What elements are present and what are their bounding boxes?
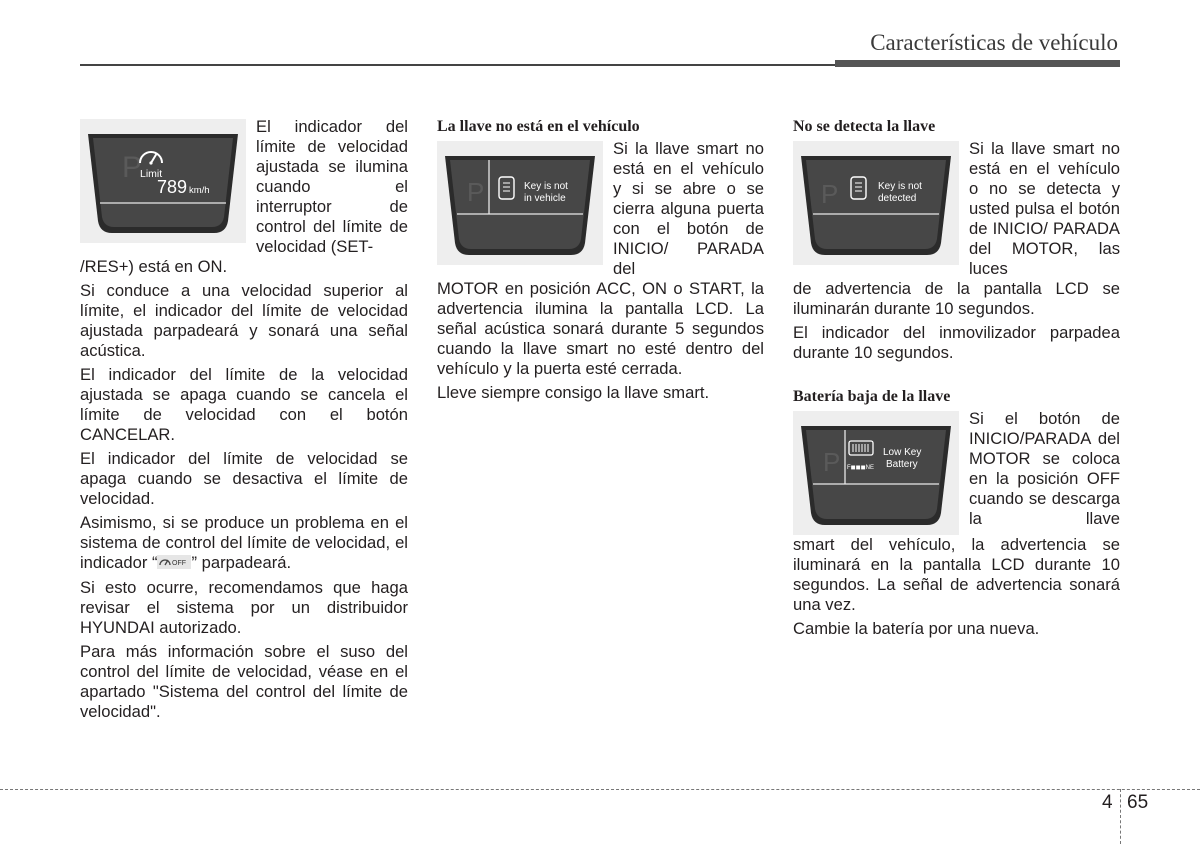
low-key-battery-lcd	[793, 411, 959, 535]
key-not-detected-cont: de advertencia de la pantalla LCD se iluminarán durante 10 segundos.	[793, 279, 1120, 318]
svg-text:detected: detected	[878, 193, 917, 204]
section-heading: La llave no está en el vehículo	[437, 118, 640, 135]
key-not-in-vehicle-text: Si la llave smart no está en el vehículo y si se abre o se cierra alguna puerta con el botón de INICIO/ PARADA del	[613, 139, 764, 278]
paragraph: Si conduce a una velocidad superior al límite, el indicador del límite de velocidad ajustada parpadeará y sonará una señal acústica.	[80, 281, 408, 360]
paragraph: Si esto ocurre, recomendamos que haga revisar el sistema por un distribuidor HYUNDAI autorizado.	[80, 577, 408, 637]
chapter-number: 4	[1102, 792, 1113, 813]
key-not-detected-figure	[793, 141, 959, 265]
limit-intro-text: El indicador del límite de velocidad ajustada se ilumina cuando el interruptor de control del límite de velocidad (SET-	[256, 117, 408, 256]
svg-text:km/h: km/h	[189, 185, 210, 196]
page-header-title: Características de vehículo	[870, 30, 1118, 55]
paragraph: El indicador del límite de velocidad se apaga cuando se desactiva el límite de velocidad.	[80, 449, 408, 508]
speed-limit-off-icon	[157, 554, 191, 574]
column-3	[793, 117, 1120, 643]
svg-text:789: 789	[157, 177, 188, 197]
svg-text:Battery: Battery	[886, 459, 918, 470]
low-key-battery-figure	[793, 411, 959, 535]
section-heading: No se detecta la llave	[793, 118, 936, 135]
svg-text:in vehicle: in vehicle	[524, 193, 566, 204]
low-key-battery-text: Si el botón de INICIO/PARADA del MOTOR se coloca en la posición OFF cuando se descarga la llave	[969, 409, 1120, 528]
svg-text:F◼◼◼NE: F◼◼◼NE	[847, 465, 874, 471]
key-not-detected-lcd	[793, 141, 959, 265]
svg-text:OFF: OFF	[172, 559, 187, 567]
svg-text:P: P	[467, 177, 485, 207]
footer-dashed-rule	[0, 789, 1200, 790]
p-letter: P	[122, 151, 143, 184]
paragraph: Lleve siempre consigo la llave smart.	[437, 383, 710, 402]
limit-lcd-figure	[80, 119, 246, 243]
svg-text:P: P	[821, 179, 839, 209]
column-2	[437, 117, 764, 407]
page-number: 65	[1127, 792, 1149, 813]
paragraph: Asimismo, si se produce un problema en el sistema de control del límite de velocidad, el indicador “ OFF ” parpadeará.	[80, 513, 408, 572]
paragraph: Para más información sobre el suso del control del límite de velocidad, véase en el apartado "Sistema del control del límite de velocidad".	[80, 641, 408, 721]
limit-intro-cont: /RES+) está en ON.	[80, 257, 228, 276]
svg-text:Low Key: Low Key	[883, 447, 922, 458]
column-1	[80, 117, 408, 726]
svg-text:Key is not: Key is not	[878, 181, 922, 192]
key-not-in-vehicle-cont: MOTOR en posición ACC, ON o START, la advertencia ilumina la pantalla LCD. La señal acústica sonará durante 5 segundos cuando la llave smart no esté dentro del vehículo y la puerta esté cerrada.	[437, 279, 764, 378]
paragraph: El indicador del límite de la velocidad ajustada se apaga cuando se cancela el límite de velocidad con el botón CANCELAR.	[80, 365, 408, 444]
paragraph: El indicador del inmovilizador parpadea durante 10 segundos.	[793, 323, 1120, 362]
key-not-in-vehicle-lcd	[437, 141, 603, 265]
paragraph: Cambie la batería por una nueva.	[793, 619, 1040, 638]
low-key-battery-cont: smart del vehículo, la advertencia se iluminará en la pantalla LCD durante 10 segundos. La señal de advertencia sonará una vez.	[793, 535, 1120, 614]
svg-text:Key is not: Key is not	[524, 181, 568, 192]
header-rule	[80, 64, 835, 66]
footer-dashed-divider	[1120, 789, 1121, 844]
key-not-in-vehicle-figure	[437, 141, 603, 265]
svg-text:P: P	[823, 447, 841, 477]
section-heading: Batería baja de la llave	[793, 388, 951, 405]
key-not-detected-text: Si la llave smart no está en el vehículo o no se detecta y usted pulsa el botón de INICIO/ PARADA del MOTOR, las luces	[969, 139, 1120, 278]
svg-text:Limit: Limit	[140, 168, 163, 180]
limit-lcd-display	[80, 119, 246, 243]
header-bar	[835, 60, 1120, 67]
